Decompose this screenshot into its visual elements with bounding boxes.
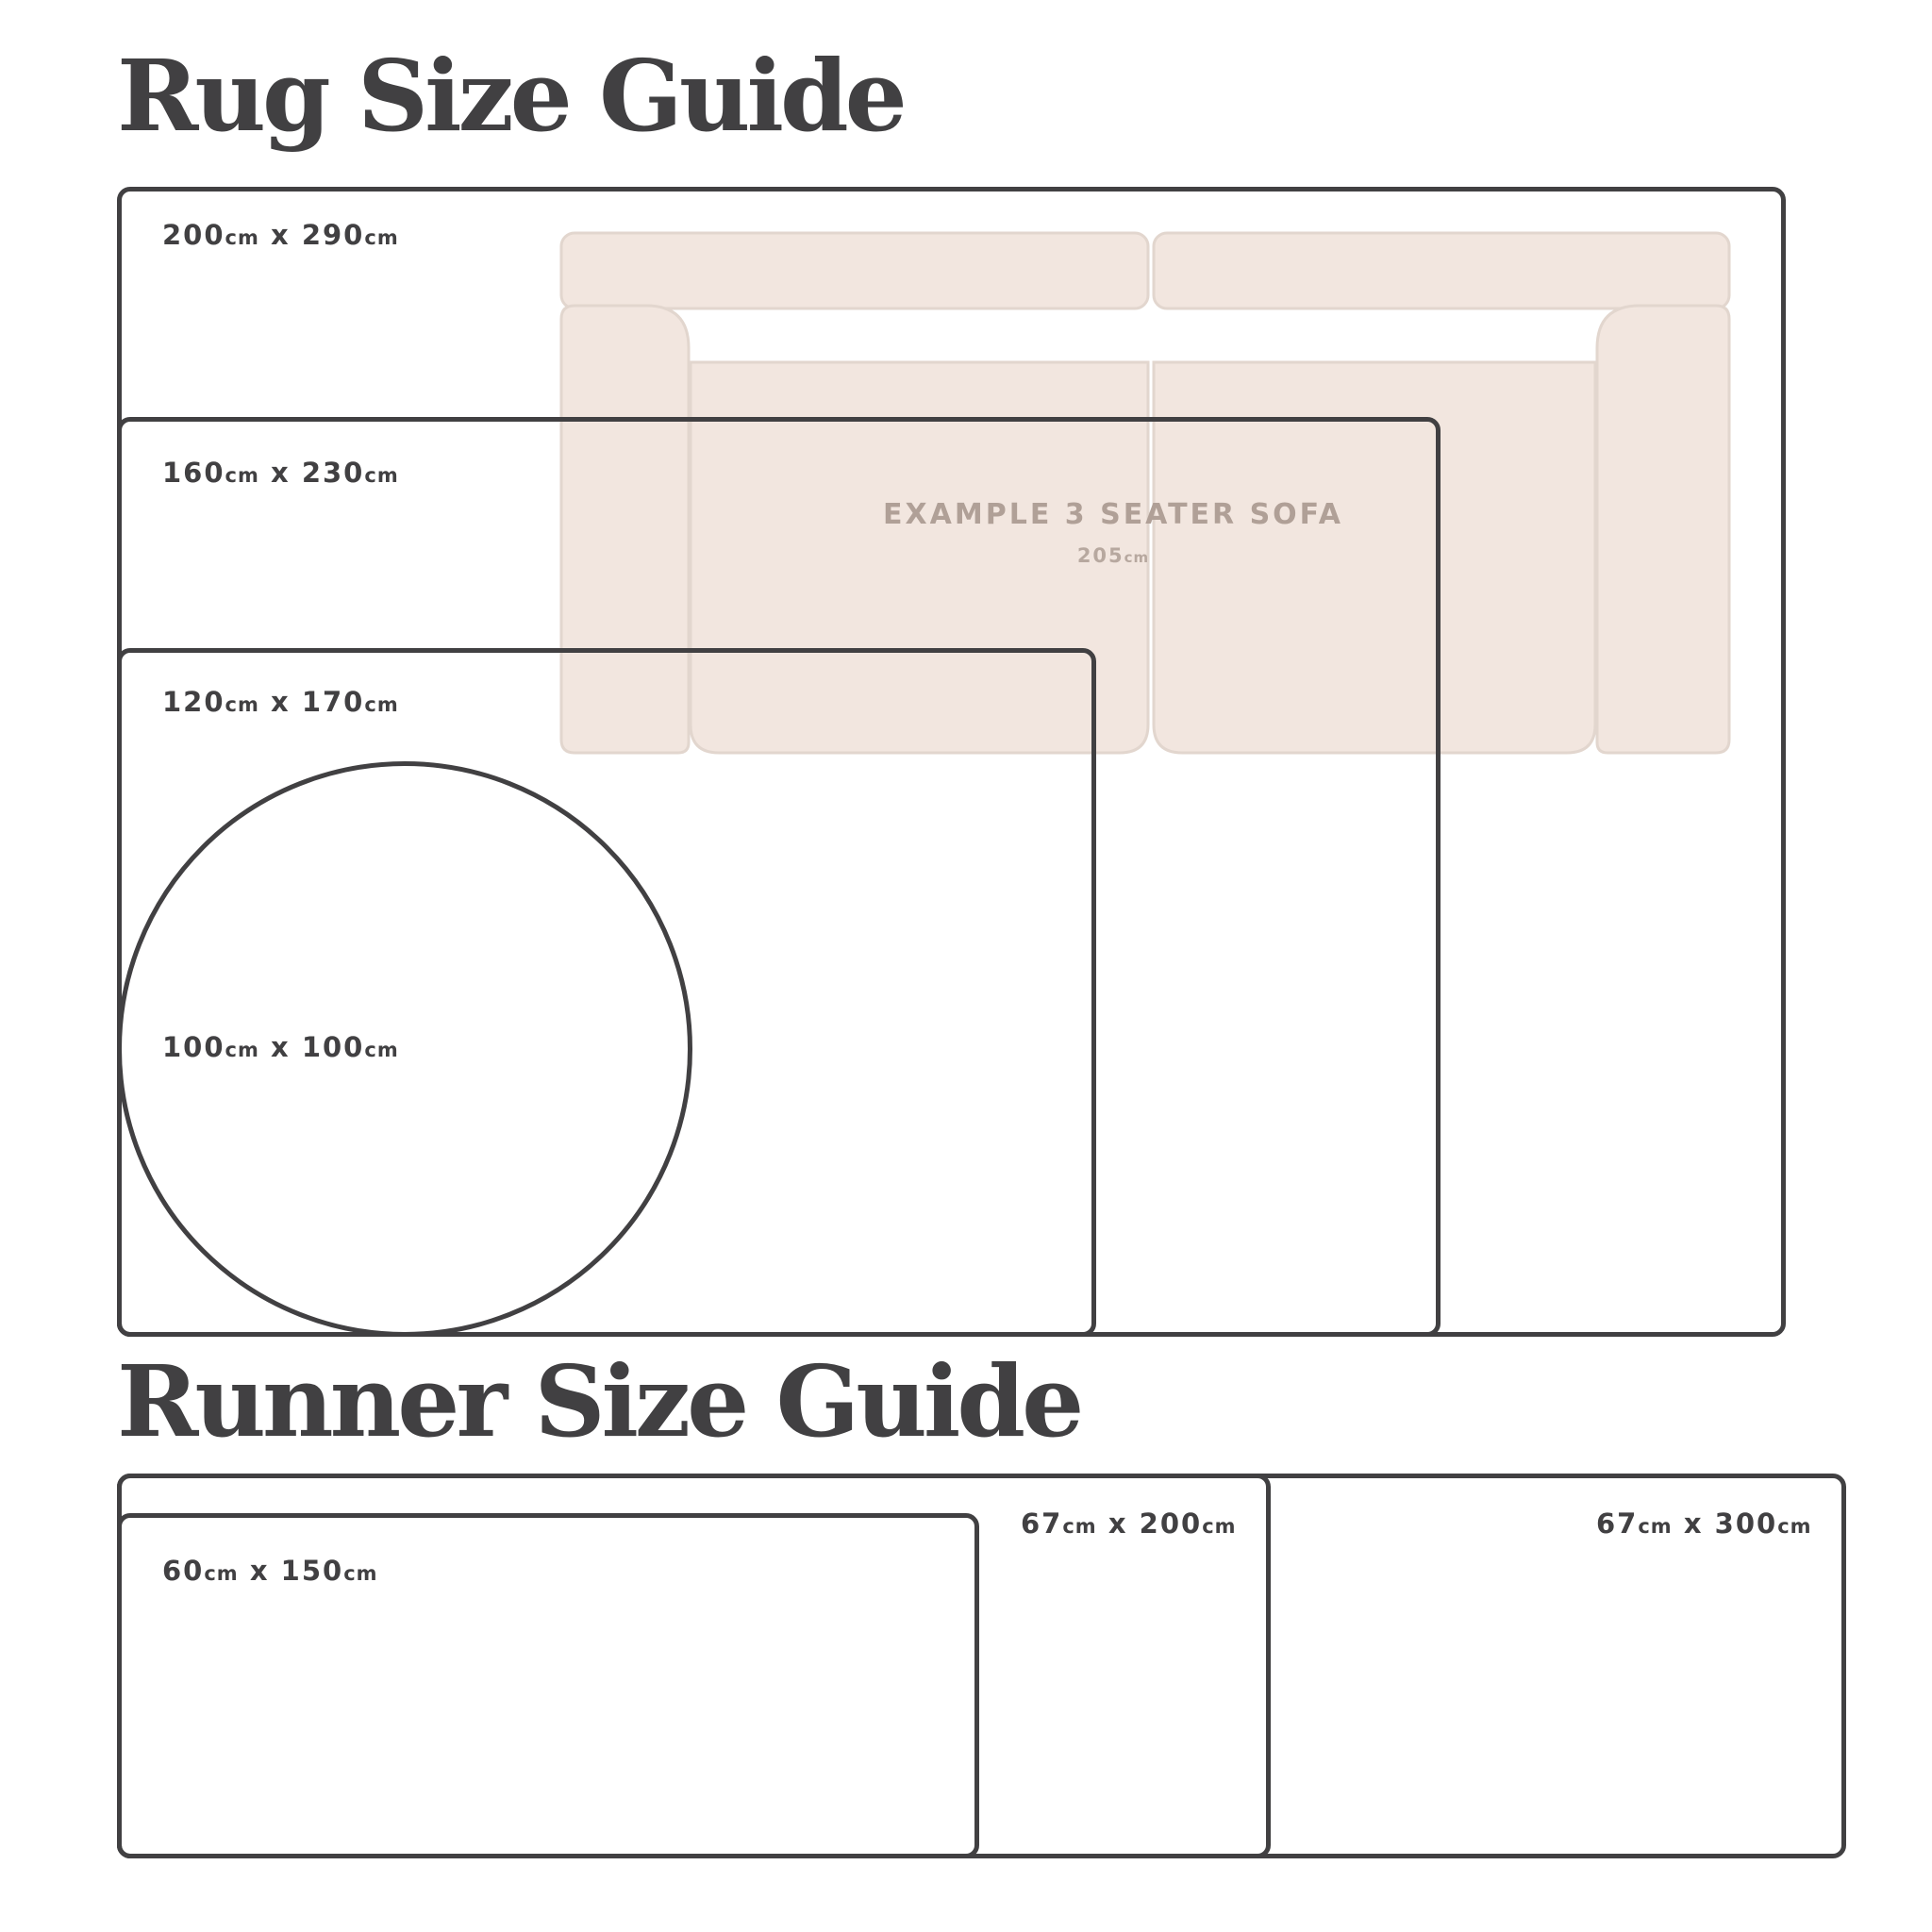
- rug-size-label-120x170: 120cm x 170cm: [162, 686, 399, 718]
- rug-guide-title: Rug Size Guide: [117, 38, 904, 154]
- sofa-label: EXAMPLE 3 SEATER SOFA: [883, 498, 1343, 531]
- rug-size-label-100x100: 100cm x 100cm: [162, 1031, 399, 1063]
- runner-size-label-60x150: 60cm x 150cm: [162, 1555, 378, 1587]
- runner-size-label-67x300: 67cm x 300cm: [1596, 1507, 1812, 1540]
- rug-size-label-160x230: 160cm x 230cm: [162, 457, 399, 489]
- sofa-width-value: 205: [1076, 544, 1124, 567]
- runner-guide-title: Runner Size Guide: [117, 1343, 1081, 1459]
- rug-size-label-200x290: 200cm x 290cm: [162, 219, 399, 251]
- sofa-width-unit: cm: [1124, 549, 1150, 566]
- runner-size-label-67x200: 67cm x 200cm: [1021, 1507, 1237, 1540]
